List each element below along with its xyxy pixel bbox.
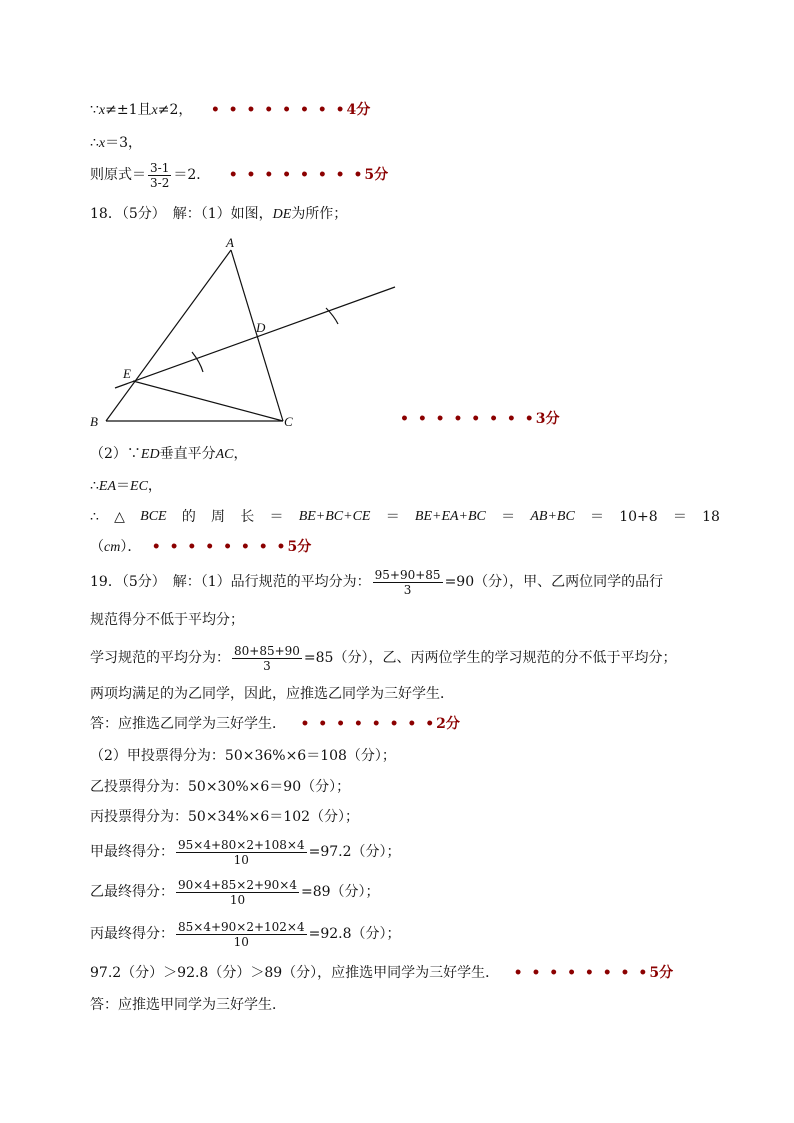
line-perimeter-unit: （cm）． • • • • • • • •5分 xyxy=(90,539,312,555)
side-ac xyxy=(231,250,283,421)
line-answer2: 答：应推选甲同学为三好学生． xyxy=(90,997,286,1013)
line-q18-part2: （2）∵ED垂直平分AC， xyxy=(90,446,248,462)
score-label: 4分 xyxy=(346,102,371,118)
point-label-e: E xyxy=(123,366,131,381)
line-final-b: 乙最终得分： $\frac{90\times 4+85\times 2+90\times 4}{10}$ =89（分）； xyxy=(90,877,380,907)
point-label-b: B xyxy=(90,414,98,429)
score-dots: • • • • • • • • xyxy=(513,965,650,981)
point-label-a: A xyxy=(226,235,234,250)
fraction: $\frac{95\times 4+80\times 2+108\times 4}{10}$ xyxy=(178,837,305,867)
fraction: $\frac{85\times 4+90\times 2+102\times 4}{10}$ xyxy=(178,919,305,949)
fraction: $\frac{80+85+90}{3}$ xyxy=(234,643,300,673)
line-result: 则原式＝ $\frac{3-1}{3-2}$ ＝2． • • • • • • • •5分 xyxy=(90,160,389,190)
segment-ec xyxy=(133,381,283,421)
point-label-c: C xyxy=(284,414,293,429)
line-figure-score xyxy=(400,409,559,429)
score-dots: • • • • • • • • xyxy=(228,167,365,183)
line-vote-b: 乙投票得分为：50×30%×6＝90（分）； xyxy=(90,779,351,795)
because-symbol: ∵ xyxy=(90,102,99,118)
score-label: 5分 xyxy=(364,167,389,183)
line-ea-ec: ∴EA＝EC， xyxy=(90,478,162,494)
score-label: 2分 xyxy=(436,716,460,732)
score-label: 5分 xyxy=(649,965,674,981)
line-q19-conclusion1: 规范得分不低于平均分； xyxy=(90,612,244,628)
line-q18-heading: 18．（5分） 解：（1）如图，DE为所作； xyxy=(90,206,348,222)
construction-arc-left xyxy=(192,352,203,372)
line-final-c: 丙最终得分： $\frac{85\times 4+90\times 2+102\times 4}{10}$ =92.8（分）； xyxy=(90,919,401,949)
score-label: 5分 xyxy=(287,539,312,555)
geometry-figure xyxy=(85,230,405,430)
line-both-criteria: 两项均满足的为乙同学，因此，应推选乙同学为三好学生． xyxy=(90,686,454,702)
score-label: 3分 xyxy=(535,411,560,427)
construction-arc-right xyxy=(326,308,338,324)
side-ab xyxy=(106,250,231,421)
score-dots: • • • • • • • • xyxy=(400,411,536,427)
line-x-value: ∴x＝3， xyxy=(90,135,143,151)
fraction: $\frac{3-1}{3-2}$ xyxy=(150,160,170,190)
fraction: $\frac{90\times 4+85\times 2+90\times 4}{10}$ xyxy=(178,877,297,907)
line-perimeter: ∴ △ BCE 的 周 长 ＝ BE+BC+CE ＝ BE+EA+BC ＝ AB+BC ＝ 10+8 ＝ 18 xyxy=(90,509,720,525)
line-vote-c: 丙投票得分为：50×34%×6＝102（分）； xyxy=(90,809,360,825)
line-study-average: 学习规范的平均分为： $\frac{80+85+90}{3}$ =85（分），乙、丙两位学生的学习规范的分不低于平均分； xyxy=(90,643,677,673)
line-answer1: 答：应推选乙同学为三好学生． • • • • • • • •2分 xyxy=(90,716,460,732)
perpendicular-bisector-line xyxy=(115,287,395,388)
line-q19-heading: 19．（5分） 解：（1）品行规范的平均分为： $\frac{95+90+85}{3}$ =90（分），甲、乙两位同学的品行 xyxy=(90,567,664,597)
line-comparison: 97.2（分）＞92.8（分）＞89（分），应推选甲同学为三好学生． • • • • • • • •5分 xyxy=(90,965,674,981)
score-dots: • • • • • • • • xyxy=(300,716,437,732)
line-vote-a: （2）甲投票得分为：50×36%×6＝108（分）； xyxy=(90,748,396,764)
line-final-a: 甲最终得分： $\frac{95\times 4+80\times 2+108\times 4}{10}$ =97.2（分）； xyxy=(90,837,401,867)
line-condition: ∵x≠±1且x≠2， • • • • • • • •4分 xyxy=(90,102,371,118)
fraction: $\frac{95+90+85}{3}$ xyxy=(374,567,441,597)
score-dots: • • • • • • • • xyxy=(151,539,288,555)
score-dots: • • • • • • • • xyxy=(210,102,347,118)
point-label-d: D xyxy=(256,320,266,335)
